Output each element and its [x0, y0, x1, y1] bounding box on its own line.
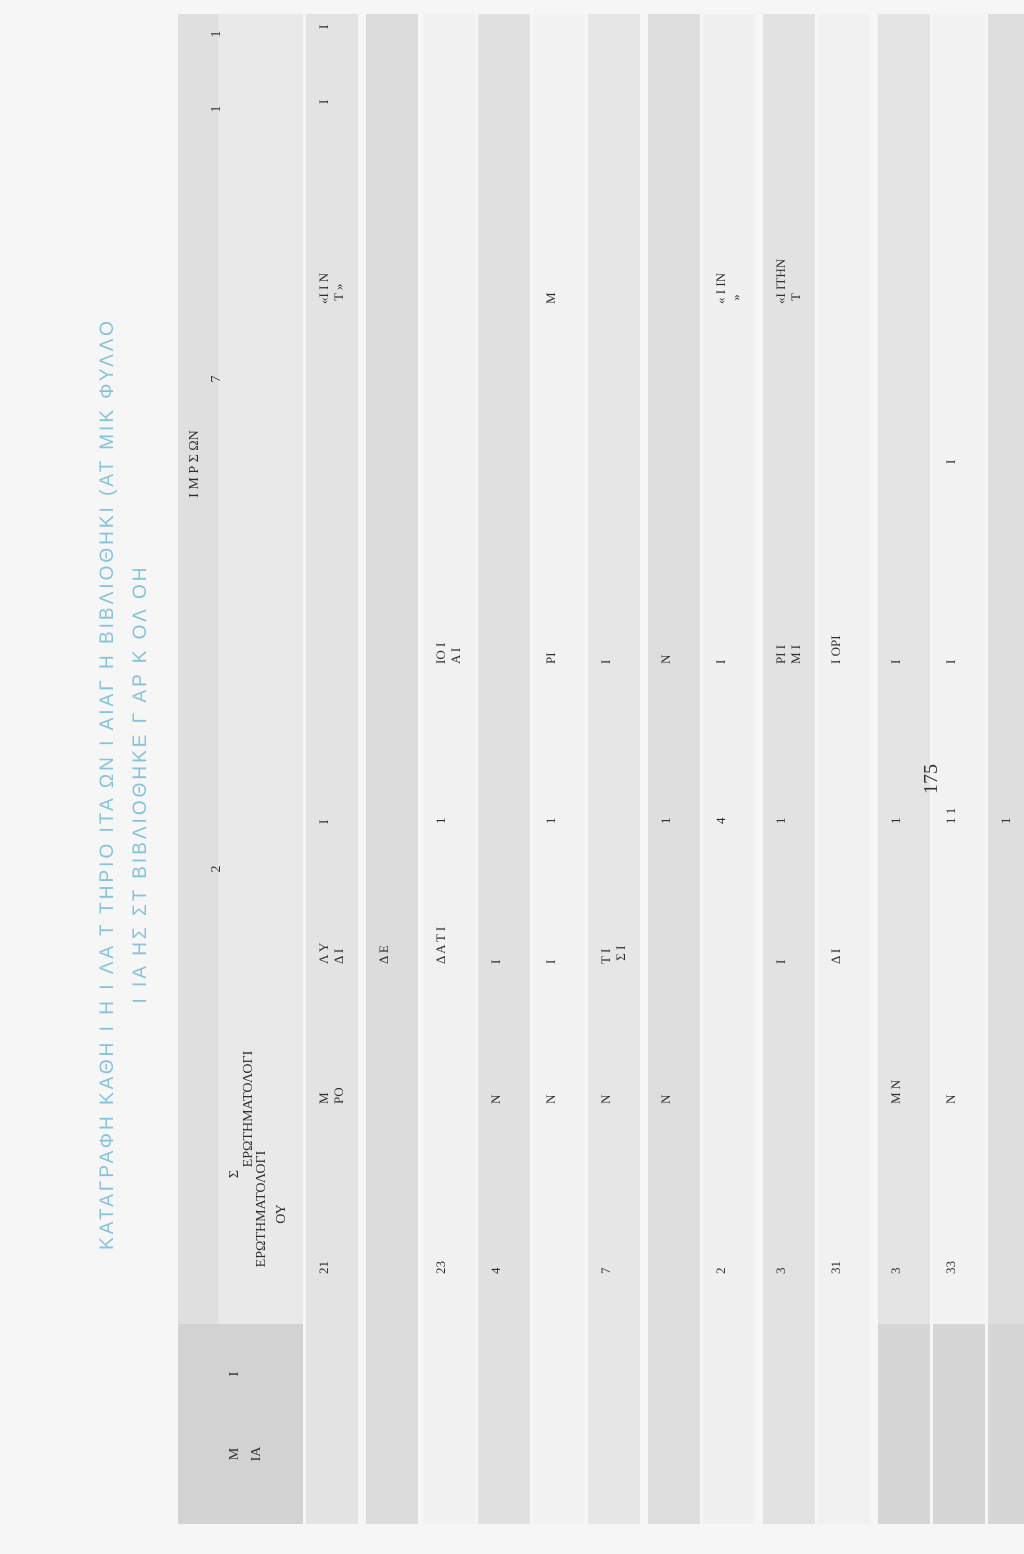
row-cell-c6: «Ι ΙΤΗΝ Τ — [773, 258, 803, 304]
table-row — [988, 14, 1024, 1524]
row-cell-c4: Ι — [713, 659, 728, 664]
table-row — [306, 14, 358, 1524]
row-cell-c4: ΙΟ Ι Α Ι — [433, 642, 463, 664]
header-num-7: 7 — [209, 375, 224, 383]
header-num-1a: 1 — [209, 105, 224, 113]
row-cell-c3: 1 — [773, 817, 788, 824]
row-cell-c2: Δ Ι — [828, 948, 843, 964]
row-side-shade — [878, 1324, 930, 1524]
row-cell-c2: Δ Α Τ Ι — [433, 926, 448, 964]
row-cell-q: 4 — [488, 1267, 503, 1274]
row-cell-c4: ΡΙ — [543, 652, 558, 664]
header-band-top — [178, 14, 218, 1524]
row-cell-q: 3 — [773, 1267, 788, 1274]
row-cell-c1: Ν — [543, 1094, 558, 1104]
row-cell-c3: 1 1 — [943, 807, 958, 824]
header-group-label: Ι Μ Ρ Σ ΩΝ — [187, 430, 202, 498]
row-cell-c2: Ι — [488, 959, 503, 964]
row-cell-c4: Ι — [943, 659, 958, 664]
row-cell-c1: Μ ΡΟ — [316, 1087, 346, 1104]
row-cell-c2: Λ Υ Δ Ι — [316, 942, 346, 964]
header-col1-line2: ΙΑ — [249, 1446, 264, 1462]
inventory-table — [178, 14, 1016, 1524]
row-cell-c1: Ν — [488, 1094, 503, 1104]
row-cell-c3: 1 — [658, 817, 673, 824]
table-row — [533, 14, 585, 1524]
row-cell-c6: « Ι ΙΝ » — [713, 272, 743, 304]
row-cell-q: 21 — [316, 1261, 331, 1274]
row-cell-c4: Ι ΟΡΙ — [828, 635, 843, 664]
table-row — [366, 14, 418, 1524]
row-cell-c1: Ν — [943, 1094, 958, 1104]
row-cell-c2: Δ Ε — [376, 945, 391, 964]
row-cell-c8: Ι — [316, 24, 331, 29]
table-row — [818, 14, 870, 1524]
row-side-shade — [933, 1324, 985, 1524]
row-cell-c1: Ν — [658, 1094, 673, 1104]
row-cell-c4: Ν — [658, 654, 673, 664]
page-title-line-2: Ι ΙΑ ΗΣ ΣΤ ΒΙΒΛΙΟΘΗΚΕ Γ ΑΡ Κ ΟΛ ΟΗ — [130, 564, 151, 1004]
row-cell-c3: 1 — [433, 817, 448, 824]
row-cell-c1: Ν — [598, 1094, 613, 1104]
row-cell-c4: ΡΙ Ι Μ Ι — [773, 644, 803, 664]
table-row — [423, 14, 475, 1524]
row-cell-c7: Ι — [316, 99, 331, 104]
row-cell-c5: Ι — [943, 459, 958, 464]
table-row — [648, 14, 700, 1524]
header-col2-sigma: Σ — [227, 1169, 242, 1179]
header-num-1b: 1 — [209, 30, 224, 38]
header-num-2: 2 — [209, 865, 224, 873]
table-row — [763, 14, 815, 1524]
row-cell-c3: 1 — [888, 817, 903, 824]
row-cell-q: 2 — [713, 1267, 728, 1274]
row-cell-q: 3 — [888, 1267, 903, 1274]
header-col2-line2: ΟΥ — [274, 1204, 289, 1224]
page-title-line-1: ΚΑΤΑΓΡΑΦΗ ΚΑΘΗ Ι Η Ι ΛΑ Τ ΤΗΡΙΟ ΙΤΑ ΩΝ Ι ΑΙΑΓ Η ΒΙΒΛΙΟΘΗΚΙ (ΑΤ ΜΙΚ ΦΥΛΛΟ — [97, 318, 118, 1250]
header-col1-line1: Μ — [227, 1447, 242, 1461]
row-cell-q: 7 — [598, 1267, 613, 1274]
row-cell-c6: Μ — [543, 292, 558, 304]
row-cell-q: 33 — [943, 1261, 958, 1274]
row-cell-c2: Ι — [773, 959, 788, 964]
row-cell-c3: Ι — [316, 819, 331, 824]
row-cell-c6: «Ι Ι Ν Τ » — [316, 272, 346, 304]
row-cell-c3: 1 — [998, 817, 1013, 824]
row-cell-c3: 1 — [543, 817, 558, 824]
row-cell-q: 23 — [433, 1261, 448, 1274]
row-cell-c3: 4 — [713, 817, 728, 824]
row-cell-c4: Ι — [598, 659, 613, 664]
table-row — [588, 14, 640, 1524]
header-col2-sub: ΕΡΩΤΗΜΑΤΟΛΟΓΙ — [241, 1050, 256, 1168]
page-number: 175 — [920, 764, 942, 794]
row-cell-c1: Μ Ν — [888, 1079, 903, 1104]
header-col2-main: ΕΡΩΤΗΜΑΤΟΛΟΓΙ — [254, 1150, 269, 1268]
row-cell-c4: Ι — [888, 659, 903, 664]
row-cell-c2: Τ Ι Σ Ι — [598, 945, 628, 964]
header-col1-side: Ι — [227, 1371, 242, 1377]
table-row — [703, 14, 755, 1524]
table-row — [478, 14, 530, 1524]
row-side-shade — [988, 1324, 1024, 1524]
row-cell-q: 31 — [828, 1261, 843, 1274]
row-cell-c2: Ι — [543, 959, 558, 964]
